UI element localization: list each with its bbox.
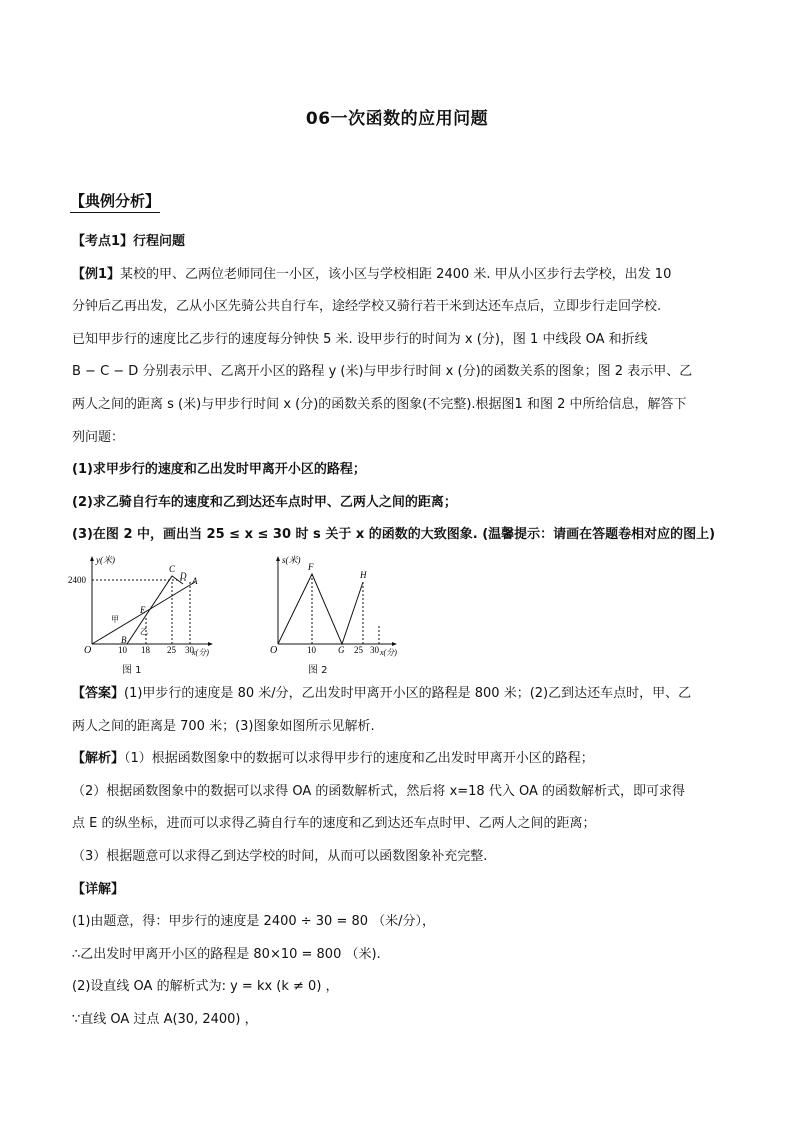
fig2-tick-30: 30	[370, 644, 379, 655]
fig2-tick-25: 25	[354, 644, 363, 655]
example-line-6: 列问题：	[72, 429, 125, 445]
example-tag: 【例1】	[72, 266, 121, 282]
answer-line-2: 两人之间的距离是 700 米；(3)图象如图所示见解析.	[72, 718, 375, 734]
figure-1	[68, 554, 218, 678]
example-line-4: B − C − D 分别表示甲、乙离开小区的路程 y (米)与甲步行时间 x (分)的函数关系的图象；图 2 表示甲、乙	[72, 364, 693, 380]
section-heading: 【典例分析】	[70, 190, 160, 213]
detail-line-3: (2)设直线 OA 的解析式为: y = kx (k ≠ 0) ，	[72, 979, 339, 995]
figure-2	[268, 554, 418, 678]
analysis-line-3: 点 E 的纵坐标，进而可以求得乙骑自行车的速度和乙到达还车点时甲、乙两人之间的距离；	[72, 816, 596, 832]
fig2-point-G: G	[338, 644, 345, 655]
fig2-x-arrow	[392, 642, 397, 646]
fig1-tick-10: 10	[118, 644, 127, 655]
fig1-label-jia: 甲	[111, 614, 119, 624]
example-line-5: 两人之间的距离 s (米)与甲步行时间 x (分)的函数关系的图象(不完整).根据图1 和图 2 中所给信息，解答下	[72, 396, 687, 412]
analysis-line-4: （3）根据题意可以求得乙到达学校的时间，从而可以函数图象补充完整.	[72, 848, 488, 864]
fig1-point-O: O	[84, 644, 92, 656]
example-line-2: 分钟后乙再出发，乙从小区先骑公共自行车，途经学校又骑行若干米到达还车点后，立即步行走回学校.	[72, 299, 662, 315]
fig1-x-arrow	[208, 642, 213, 646]
fig2-y-arrow	[276, 556, 280, 561]
fig1-point-A: A	[192, 575, 198, 586]
fig2-caption: 图 2	[308, 664, 328, 676]
analysis-line-1	[72, 743, 724, 776]
fig1-point-C: C	[169, 563, 176, 574]
fig1-tick-25: 25	[167, 644, 176, 655]
example-text: 某校的甲、乙两位老师同住一小区，该小区与学校相距 2400 米. 甲从小区步行去学校，出发 10	[120, 266, 672, 282]
fig2-x-label: x(分)	[380, 647, 397, 657]
detail-tag: 【详解】	[72, 881, 125, 897]
question-2: (2)求乙骑自行车的速度和乙到达还车点时甲、乙两人之间的距离；	[72, 494, 457, 510]
fig1-y-arrow	[90, 556, 94, 561]
fig1-y-label: y(米)	[96, 554, 115, 565]
analysis-text: （1）根据函数图象中的数据可以求得甲步行的速度和乙出发时甲离开小区的路程；	[124, 751, 594, 767]
fig1-label-yi: 乙	[140, 626, 148, 636]
fig1-line-BCD	[127, 576, 183, 644]
fig1-point-E: E	[140, 604, 146, 615]
fig1-tick-18: 18	[141, 644, 150, 655]
fig2-point-H: H	[360, 569, 367, 580]
detail-line-1: (1)由题意，得：甲步行的速度是 2400 ÷ 30 = 80 （米/分），	[72, 914, 436, 930]
fig2-line-OFGH	[278, 574, 363, 644]
answer-tag: 【答案】	[72, 685, 125, 701]
figures-row	[68, 554, 724, 678]
question-3: (3)在图 2 中，画出当 25 ≤ x ≤ 30 时 s 关于 x 的函数的大致图象. (温馨提示：请画在答题卷相对应的图上)	[72, 527, 716, 543]
fig1-tick-30: 30	[185, 644, 194, 655]
fig1-point-D: D	[180, 570, 187, 581]
analysis-tag: 【解析】	[72, 751, 125, 767]
fig2-tick-10: 10	[307, 644, 316, 655]
kaodian-heading: 【考点1】行程问题	[72, 234, 186, 249]
fig2-point-O: O	[270, 644, 278, 656]
fig1-point-B: B	[121, 634, 127, 645]
answer-line-1	[72, 678, 724, 711]
fig2-point-F: F	[308, 561, 314, 572]
answer-text: (1)甲步行的速度是 80 米/分，乙出发时甲离开小区的路程是 800 米；(2)乙到达还车点时，甲、乙	[124, 685, 692, 701]
fig1-x-label: x(分)	[192, 647, 209, 657]
fig1-caption: 图 1	[122, 664, 142, 676]
analysis-line-2: （2）根据函数图象中的数据可以求得 OA 的函数解析式，然后将 x=18 代入 OA 的函数解析式，即可求得	[72, 783, 685, 799]
document-body	[68, 226, 724, 1036]
example-line-3: 已知甲步行的速度比乙步行的速度每分钟快 5 米. 设甲步行的时间为 x (分)，图 1 中线段 OA 和折线	[72, 331, 648, 347]
fig2-y-label: s(米)	[282, 554, 301, 565]
example-line-1	[72, 259, 724, 292]
question-1: (1)求甲步行的速度和乙出发时甲离开小区的路程；	[72, 462, 366, 478]
page-title: 06一次函数的应用问题	[305, 109, 489, 129]
detail-line-4: ∵直线 OA 过点 A(30, 2400) ，	[72, 1011, 258, 1027]
detail-line-2: ∴乙出发时甲离开小区的路程是 80×10 = 800 （米).	[72, 946, 381, 962]
fig1-tick-2400: 2400	[68, 574, 86, 585]
